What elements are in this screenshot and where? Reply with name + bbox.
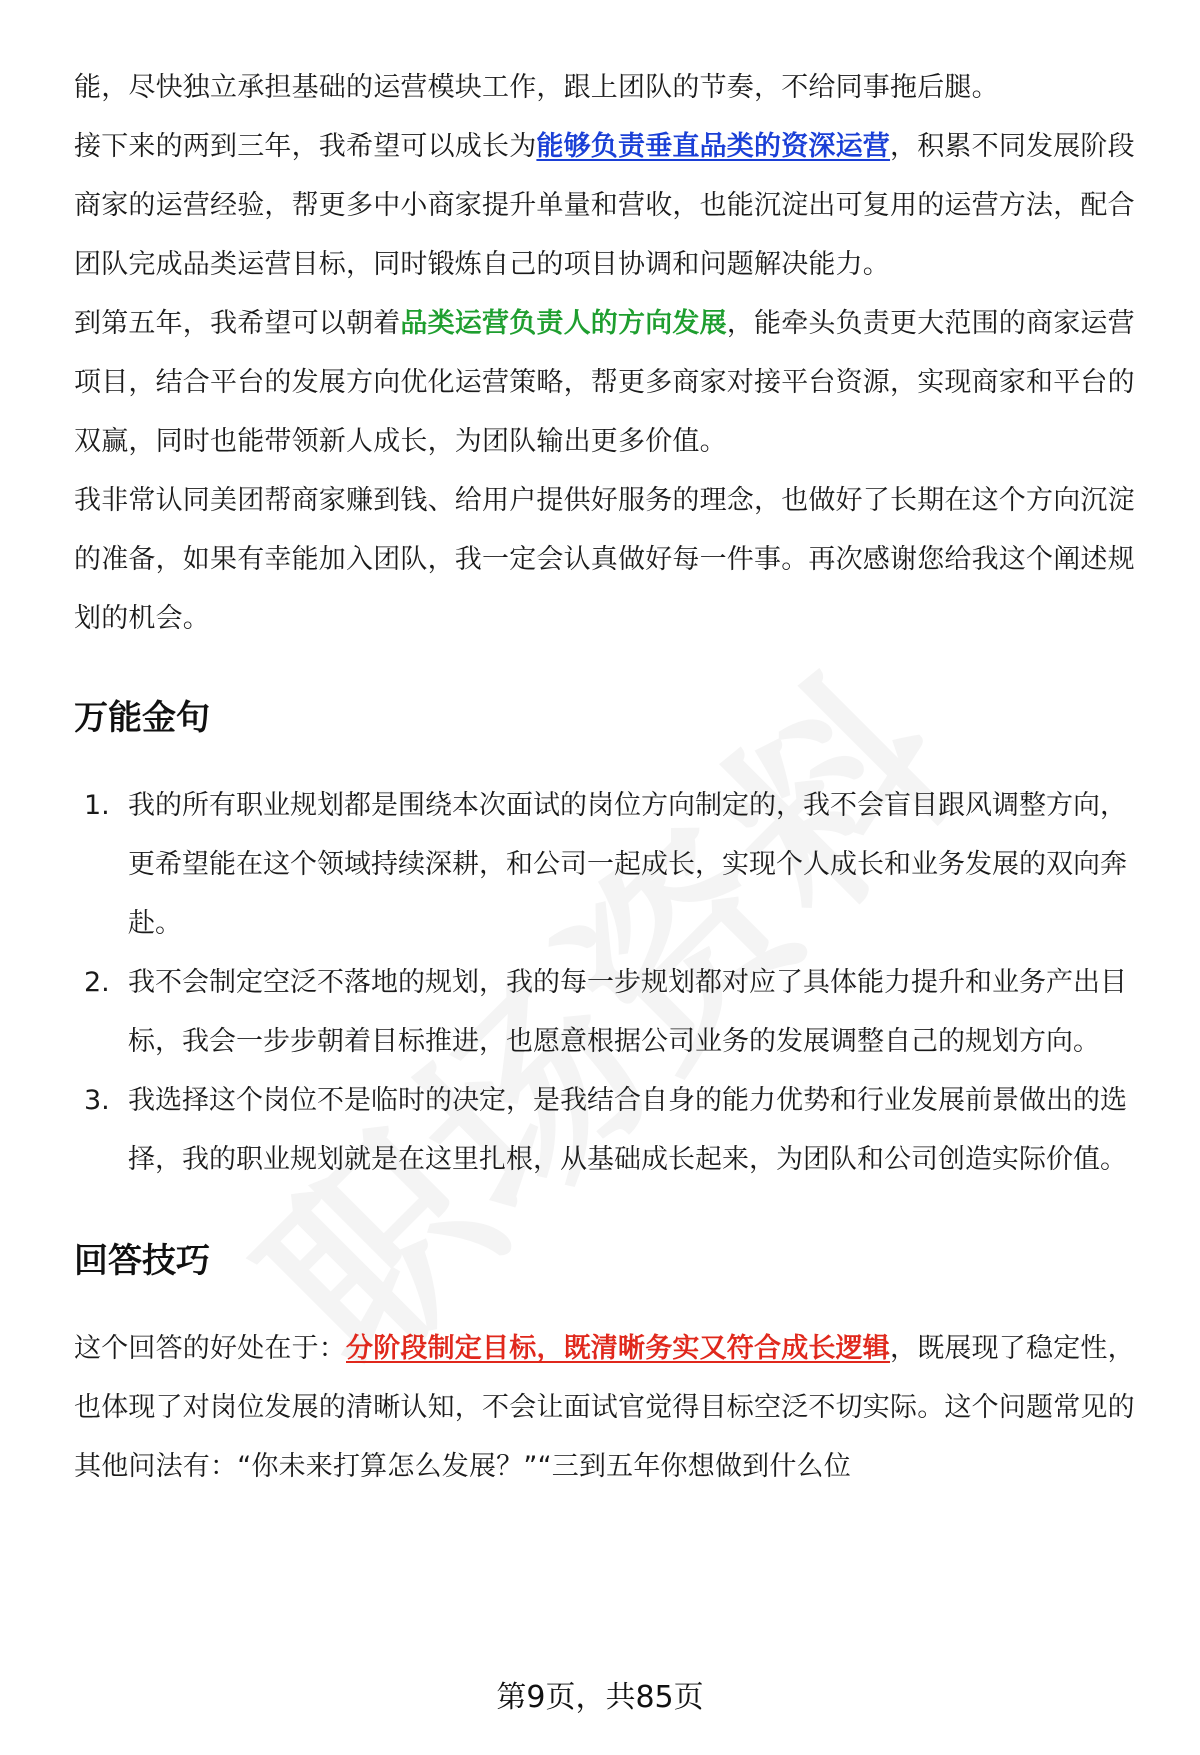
paragraph-text: 能，尽快独立承担基础的运营模块工作，跟上团队的节奏，不给同事拖后腿。 <box>74 72 999 103</box>
paragraph-text: ，既展现了稳定性，也体现了对岗位发展的清晰认知，不会让面试官觉得目标空泛不切实际。这个问题常见的其他问法有：“你未来打算怎么发展？”“三到五年你想做到什么位 <box>74 1333 1135 1482</box>
intro-paragraph-1 <box>74 58 1146 117</box>
paragraph-text: 这个回答的好处在于： <box>74 1333 346 1364</box>
intro-paragraph-4 <box>74 471 1146 648</box>
paragraph-text: 接下来的两到三年，我希望可以成长为 <box>74 131 537 162</box>
list-item <box>74 776 1146 953</box>
list-item <box>74 1071 1146 1189</box>
paragraph-text: ，积累不同发展阶段商家的运营经验，帮更多中小商家提升单量和营收，也能沉淀出可复用的运营方法，配合团队完成品类运营目标，同时锻炼自己的项目协调和问题解决能力。 <box>74 131 1135 280</box>
highlight-red: 分阶段制定目标，既清晰务实又符合成长逻辑 <box>346 1333 890 1364</box>
highlight-green: 品类运营负责人的方向发展 <box>400 308 727 339</box>
paragraph-text: ，能牵头负责更大范围的商家运营项目，结合平台的发展方向优化运营策略，帮更多商家对接平台资源，实现商家和平台的双赢，同时也能带领新人成长，为团队输出更多价值。 <box>74 308 1135 457</box>
page-number-footer: 第9页，共85页 <box>496 1680 704 1715</box>
list-item-text: 我的所有职业规划都是围绕本次面试的岗位方向制定的，我不会盲目跟风调整方向，更希望能在这个领域持续深耕，和公司一起成长，实现个人成长和业务发展的双向奔赴。 <box>128 790 1127 939</box>
list-number: 1. <box>84 790 110 821</box>
list-item-text: 我选择这个岗位不是临时的决定，是我结合自身的能力优势和行业发展前景做出的选择，我的职业规划就是在这里扎根，从基础成长起来，为团队和公司创造实际价值。 <box>128 1085 1127 1175</box>
list-item <box>74 953 1146 1071</box>
golden-sentences-list <box>74 776 1146 1189</box>
list-item-text: 我不会制定空泛不落地的规划，我的每一步规划都对应了具体能力提升和业务产出目标，我会一步步朝着目标推进，也愿意根据公司业务的发展调整自己的规划方向。 <box>128 967 1127 1057</box>
intro-paragraph-2 <box>74 117 1146 294</box>
section-title-golden-sentences: 万能金句 <box>74 698 210 738</box>
paragraph-text: 我非常认同美团帮商家赚到钱、给用户提供好服务的理念，也做好了长期在这个方向沉淀的准备，如果有幸能加入团队，我一定会认真做好每一件事。再次感谢您给我这个阐述规划的机会。 <box>74 485 1135 634</box>
intro-paragraph-3 <box>74 294 1146 471</box>
highlight-blue: 能够负责垂直品类的资深运营 <box>536 131 891 162</box>
list-number: 2. <box>84 967 110 998</box>
section-title-answer-tips: 回答技巧 <box>74 1241 210 1281</box>
tips-paragraph <box>74 1319 1146 1496</box>
paragraph-text: 到第五年，我希望可以朝着 <box>74 308 401 339</box>
list-number: 3. <box>84 1085 110 1116</box>
document-page <box>74 58 1146 1496</box>
